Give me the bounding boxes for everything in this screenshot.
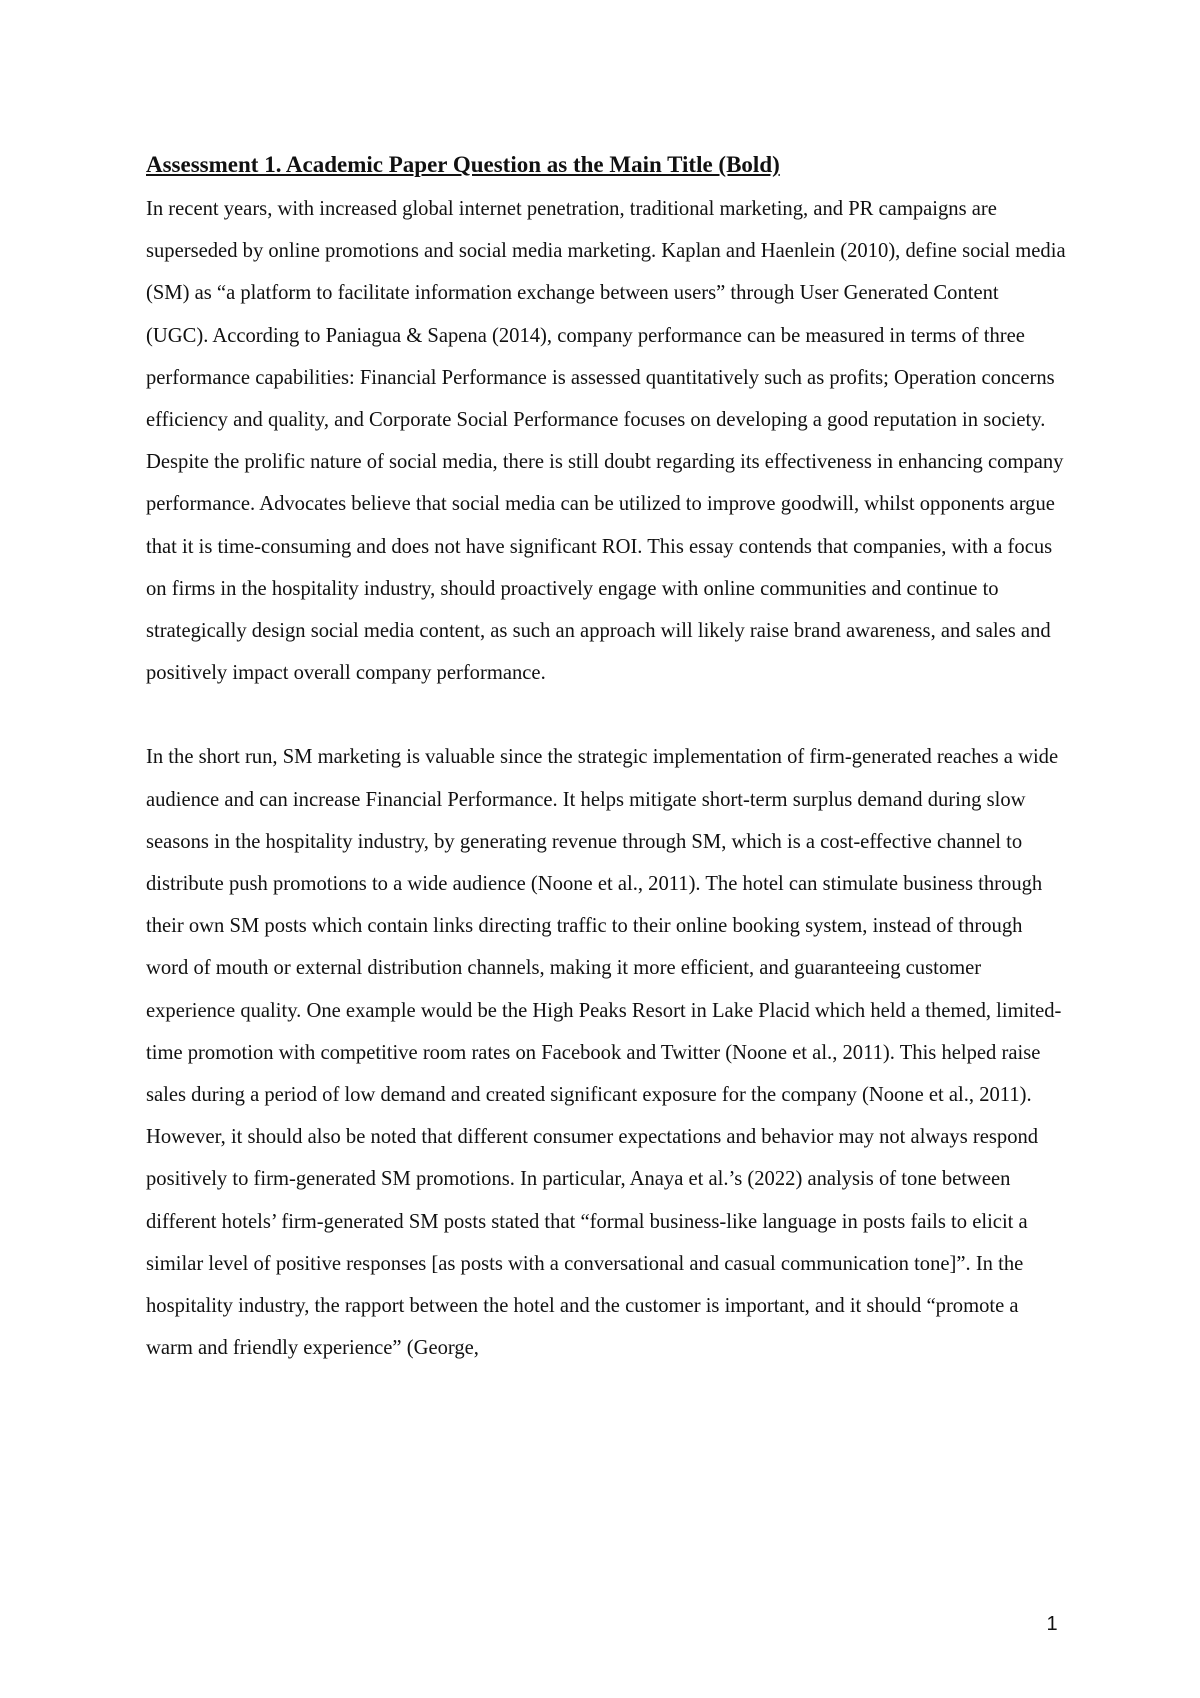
page-title: Assessment 1. Academic Paper Question as the Main Title (Bold) (146, 152, 780, 177)
page-number: 1 (1046, 1613, 1058, 1635)
page-content (146, 150, 1066, 1369)
paragraph-short-run: In the short run, SM marketing is valuable since the strategic implementation of firm-generated reaches a wide audience and can increase Financial Performance. It helps mitigate short-term surplus demand during slow seasons in the hospitality industry, by generating revenue through SM, which is a cost-effective channel to distribute push promotions to a wide audience (Noone et al., 2011). The hotel can stimulate business through their own SM posts which contain links directing traffic to their online booking system, instead of through word of mouth or external distribution channels, making it more efficient, and guaranteeing customer experience quality. One example would be the High Peaks Resort in Lake Placid which held a themed, limited-time promotion with competitive room rates on Facebook and Twitter (Noone et al., 2011). This helped raise sales during a period of low demand and created significant exposure for the company (Noone et al., 2011). However, it should also be noted that different consumer expectations and behavior may not always respond positively to firm-generated SM promotions. In particular, Anaya et al.’s (2022) analysis of tone between different hotels’ firm-generated SM posts stated that “formal business-like language in posts fails to elicit a similar level of positive responses [as posts with a conversational and casual communication tone]”. In the hospitality industry, the rapport between the hotel and the customer is important, and it should “promote a warm and friendly experience” (George, (146, 746, 1062, 1360)
paragraph-introduction: In recent years, with increased global internet penetration, traditional marketing, and PR campaigns are superseded by online promotions and social media marketing. Kaplan and Haenlein (2010), define social media (SM) as “a platform to facilitate information exchange between users” through User Generated Content (UGC). According to Paniagua & Sapena (2014), company performance can be measured in terms of three performance capabilities: Financial Performance is assessed quantitatively such as profits; Operation concerns efficiency and quality, and Corporate Social Performance focuses on developing a good reputation in society. Despite the prolific nature of social media, there is still doubt regarding its effectiveness in enhancing company performance. Advocates believe that social media can be utilized to improve goodwill, whilst opponents argue that it is time-consuming and does not have significant ROI. This essay contends that companies, with a focus on firms in the hospitality industry, should proactively engage with online communities and continue to strategically design social media content, as such an approach will likely raise brand awareness, and sales and positively impact overall company performance. (146, 198, 1066, 685)
